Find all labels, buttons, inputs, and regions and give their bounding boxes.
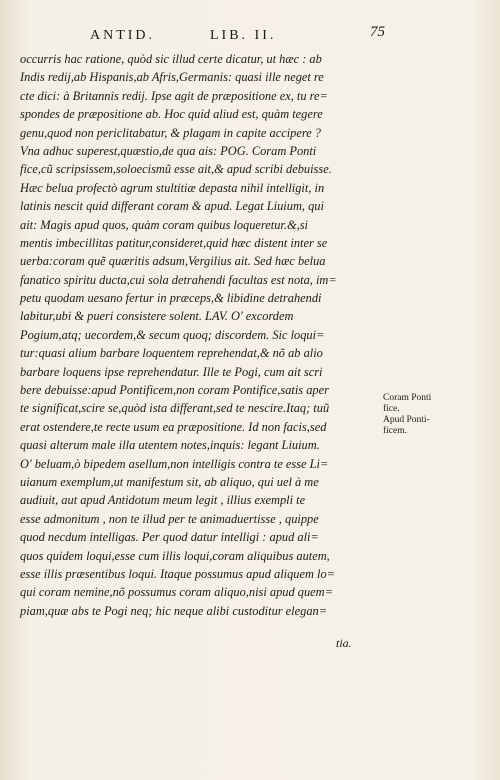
text-line: genu,quod non periclitabatur, & plagam in capite accipere ? [20, 125, 321, 140]
text-line: cte dici: à Britannis redij. Ipse agit de præpositione ex, tu re= [20, 88, 328, 103]
text-line: te significat,scire se,quòd ista differant,sed te nescire.Itaq; tuũ [20, 401, 330, 416]
text-line: fice,cũ scripsissem,soloecismũ esse ait,& apud scribi debuisse. [20, 162, 332, 177]
text-line: barbare loquens ipse reprehendatur. Ille te Pogi, cum ait scri [20, 364, 323, 379]
text-line: ait: Magis apud quos, quàm coram quibus loqueretur.&,si [20, 217, 308, 232]
text-line: quos quidem loqui,esse cum illis loqui,coram aliquibus autem, [20, 548, 330, 563]
text-line: occurris hac ratione, quòd sic illud certe dicatur, ut hæc : ab [20, 52, 322, 66]
margin-note: Apud Ponti- [383, 415, 430, 425]
text-line: quod necdum intelligas. Per quod datur intelligi : apud ali= [20, 530, 319, 545]
text-line: qui coram nemine,nõ possumus coram aliquo,nisi apud quem= [20, 585, 333, 600]
body-text [20, 50, 380, 620]
text-line: latinis nescit quid differant coram & apud. Legat Liuium, qui [20, 199, 324, 214]
running-title-center: LIB. II. [210, 28, 277, 43]
text-line: audiuit, aut apud Antidotum meum legit , illius exempli te [20, 493, 306, 508]
text-line: labitur,ubi & pueri consistere solent. LAV. O' excordem [20, 309, 294, 324]
text-line: Pogium,atq; uecordem,& secum quoq; discordem. Sic loqui= [20, 327, 325, 342]
text-line: uianum exemplum,ut manifestum sit, ab aliquo, qui uel à me [20, 474, 319, 489]
margin-note: fice. [383, 404, 400, 414]
margin-notes [383, 393, 491, 437]
text-line: quasi alterum male illa utentem notes,inquis: legant Liuium. [20, 438, 320, 453]
text-line: tur:quasi alium barbare loquentem reprehendat,& nõ ab alio [20, 346, 323, 361]
text-line: esse illis præsentibus loqui. Itaque possumus apud aliquem lo= [20, 566, 336, 581]
text-line: bere debuisse:apud Pontificem,non coram Pontifice,satis aper [20, 383, 329, 398]
text-line: petu quodam uesano fertur in præceps,& libidine detrahendi [20, 291, 322, 306]
text-line: piam,quæ abs te Pogi neq; hic neque alibi custoditur elegan= [20, 603, 328, 618]
text-line: Vna adhuc superest,quæstio,de qua ais: POG. Coram Ponti [20, 143, 317, 158]
text-line: fanatico spiritu ducta,cui sola detrahendi facultas est nota, im= [20, 272, 337, 287]
margin-note: ficem. [383, 426, 408, 436]
text-line: Indis redij,ab Hispanis,ab Afris,Germanis: quasi ille neget re [20, 70, 324, 85]
text-line: erat ostendere,te recte usum ea præpositione. Id non facis,sed [20, 419, 327, 434]
running-title-left: ANTID. [90, 28, 156, 43]
text-line: mentis imbecillitas patitur,consideret,quid hæc distent inter se [20, 235, 328, 250]
text-line: spondes de præpositione ab. Hoc quid aliud est, quàm tegere [20, 107, 323, 122]
text-line: uerba:coram quẽ quæritis adsum,Vergilius ait. Sed hæc belua [20, 254, 326, 269]
margin-note: Coram Ponti [383, 393, 432, 403]
text-line: esse admonitum , non te illud per te animaduertisse , quippe [20, 511, 319, 526]
text-line: Hæc belua profectò agrum stultitiæ depasta nihil intelligit, in [20, 180, 325, 195]
catchword: tia. [336, 636, 352, 650]
running-header [80, 22, 480, 48]
folio-number: 75 [370, 24, 385, 40]
text-line: O' beluam,ò bipedem asellum,non intelligis contra te esse Li= [20, 456, 329, 471]
